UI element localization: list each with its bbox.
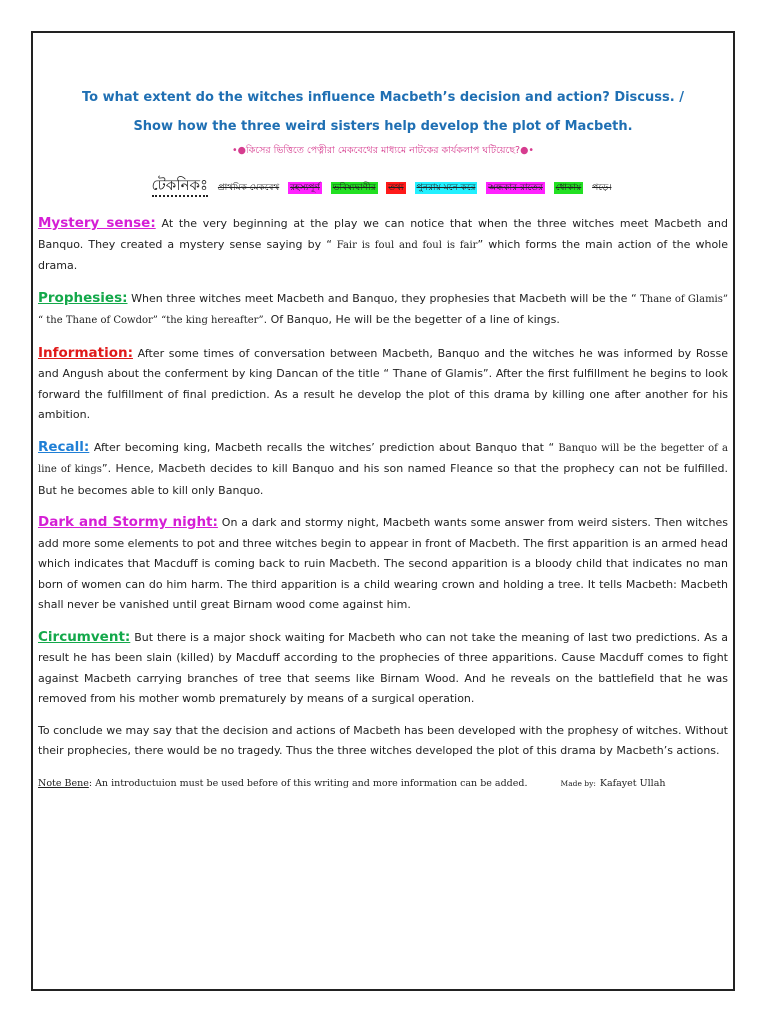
recall-text-a: After becoming king, Macbeth recalls the witches’ prediction about Banquo that “ <box>89 440 555 454</box>
essay-question-line-2: Show how the three weird sisters help develop the plot of Macbeth. <box>133 119 633 134</box>
technique-item-recall: পুনরায় মনে করে <box>416 183 476 193</box>
paragraph-prophesies <box>38 288 728 332</box>
heading-dark-stormy-night: Dark and Stormy night: <box>38 514 218 530</box>
information-text: After some times of conversation between Macbeth, Banquo and the witches he was informed by Rosse and Angush about the conferment by king Dancan of the title “ Thane of Glamis”. After the first fulfillment he begins to look forward the fulfillment of final prediction. As a result he develop the plot of this drama by killing one after another for his ambition. <box>38 346 728 421</box>
paragraph-mystery <box>38 213 728 277</box>
document-body <box>38 90 728 789</box>
technique-label: টেকনিকঃ <box>152 176 209 197</box>
technique-item-information: তথ্য <box>388 183 404 193</box>
technique-item-circumvent: ধোকায় <box>555 183 582 193</box>
technique-line <box>38 174 728 199</box>
technique-item-dark-night: অন্ধকার রাতের <box>488 183 543 193</box>
made-by-label: Made by: <box>560 778 596 788</box>
mystery-text-a: At the very beginning at the play we can notice that when the three witches meet Macbeth and Banquo. They created a mystery sense saying by “ <box>38 217 728 251</box>
paragraph-dark-stormy-night <box>38 512 728 616</box>
prophesies-text-a: When three witches meet Macbeth and Banquo, they prophesies that Macbeth will be the “ <box>127 291 637 305</box>
paragraph-information <box>38 343 728 426</box>
heading-circumvent: Circumvent: <box>38 628 131 645</box>
mystery-text-b: ” which forms the main action of the whole drama. <box>38 237 728 272</box>
paragraph-recall <box>38 437 728 502</box>
technique-intro: প্রাথমিক মেকবেথ <box>217 183 280 193</box>
mystery-quote: Fair is foul and foul is fair <box>331 239 478 251</box>
heading-prophesies: Prophesies: <box>38 289 128 306</box>
author-name: Kafayet Ullah <box>599 777 666 789</box>
prophesies-text-b: . Of Banquo, He will be the begetter of a line of kings. <box>263 313 560 326</box>
technique-item-prophecy: ভবিষ্যদ্বাণীর <box>332 183 376 193</box>
essay-question-line-1: To what extent do the witches influence Macbeth’s decision and action? Discuss. / <box>82 90 684 105</box>
heading-information: Information: <box>38 344 133 361</box>
circumvent-text: But there is a major shock waiting for Macbeth who can not take the meaning of last two predictions. As a result he has been slain (killed) by Macduff according to the prophecies of three apparitions. Cause Macduff comes to fight against Macbeth carrying branches of tree that seems like Birnam Wood. And he reveals on the battlefield that he was removed from his mother womb prematurely by means of a surgical operation. <box>38 630 728 705</box>
dark-stormy-night-text: On a dark and stormy night, Macbeth wants some answer from weird sisters. Then witches add more some elements to pot and three witches begin to appear in front of Macbeth. The first apparition is an armed head which indicates that Macduff is coming back to ruin Macbeth. The second apparition is a bloody child that indicates no man born of women can do him harm. The third apparition is a child wearing crown and holding a tree. It tells Macbeth: Macbeth shall never be vanished until great Birnam wood come against him. <box>38 516 728 611</box>
recall-text-b: ”. Hence, Macbeth decides to kill Banquo and his son named Fleance so that the prophecy can not be fulfilled. But he becomes able to kill only Banquo. <box>38 462 728 497</box>
recall-quote: Banquo will be the begetter of a line of kings <box>38 442 728 475</box>
note-label: Note Bene <box>38 777 89 789</box>
paragraph-circumvent <box>38 627 728 710</box>
heading-mystery: Mystery sense: <box>38 215 156 231</box>
technique-item-mystery: রহস্যপূর্ণ <box>290 183 320 193</box>
technique-outro: পড়ে। <box>592 183 612 193</box>
bengali-subtitle: •●কিসের ভিত্তিতে পেত্নীরা মেকবেথের মাধ্যমে নাটকের কার্যকলাপ ঘটিয়েছে?●• <box>232 145 534 156</box>
heading-recall: Recall: <box>38 438 90 455</box>
note-text: : An introductuion must be used before of this writing and more information can be added. <box>88 777 528 789</box>
note-line <box>38 778 728 789</box>
prophesies-quote: Thane of Glamis” “ the Thane of Cowdor” “the king hereafter” <box>38 293 728 326</box>
paragraph-conclusion: To conclude we may say that the decision and actions of Macbeth has been developed with the prophesy of witches. Without their prophecies, there would be no tragedy. Thus the three witches developed the plot of this drama by Macbeth’s actions. <box>38 723 728 757</box>
